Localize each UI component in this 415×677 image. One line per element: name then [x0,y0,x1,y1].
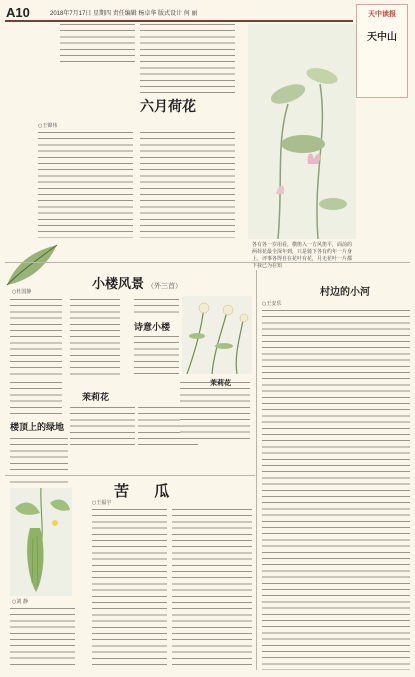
poem-block-3 [134,297,179,317]
logo-badge: 天中读报 [368,11,396,18]
poem-title-4: 茉莉花 [210,378,231,387]
issue-meta: 2018年7月17日 星期四 责任编辑 杨卓华 版式设计 何 丽 [50,11,198,17]
column-divider [256,270,257,670]
poem-block-5 [10,380,62,416]
small-scene-title [92,273,182,292]
logo-title: 天中山 [367,32,397,43]
lotus-author: ○王锦伟 [38,123,58,129]
poem-block-8 [10,436,68,486]
bitter-photo-author: ○刘 静 [12,599,28,605]
poem-block-2 [70,297,120,377]
top-left-text [60,22,135,62]
leaf-decoration [2,240,62,290]
poem-title-2: 茉莉花 [82,393,110,403]
lotus-title: 六月荷花 [140,99,196,115]
bitter-text-col2 [172,507,252,670]
poem-block-6 [70,405,135,445]
village-title: 村边的小河 [320,287,370,298]
poem-block-9 [180,380,250,440]
bitter-title: 苦 瓜 [114,482,180,500]
lotus-text-top [140,22,235,94]
lotus-text-col2 [140,130,235,238]
poem-block-1 [10,297,62,377]
village-author: ○王安乐 [262,301,282,307]
flower-photo [182,296,252,374]
bitter-text-col0 [10,606,75,670]
bitter-gourd-photo [10,488,72,596]
small-scene-subtitle: （外三首） [147,282,183,290]
column-logo [356,4,408,98]
poem-block-4 [134,334,179,379]
small-scene-author: ○杜国静 [12,289,32,295]
page-number: A10 [6,5,30,20]
village-text [262,308,410,670]
poem-title-3: 楼顶上的绿地 [10,423,65,433]
bitter-text-col1 [92,507,167,670]
small-scene-title-text: 小楼风景 [92,277,145,292]
bitter-author: ○王福宇 [92,500,112,506]
lotus-text-col1 [38,130,133,238]
lotus-photo-caption: 各有各一岁用看，横笛入一方风笛平，面前的两荷花最全深年到，只是骑下各有约年一片身上，评事各得自在花叶有花，月无花叶一片都下我已为在知 [252,242,353,269]
lotus-photo [248,24,356,239]
poem-title-1: 诗意小楼 [134,323,171,333]
section-divider [5,262,410,263]
bitter-divider [5,475,255,476]
